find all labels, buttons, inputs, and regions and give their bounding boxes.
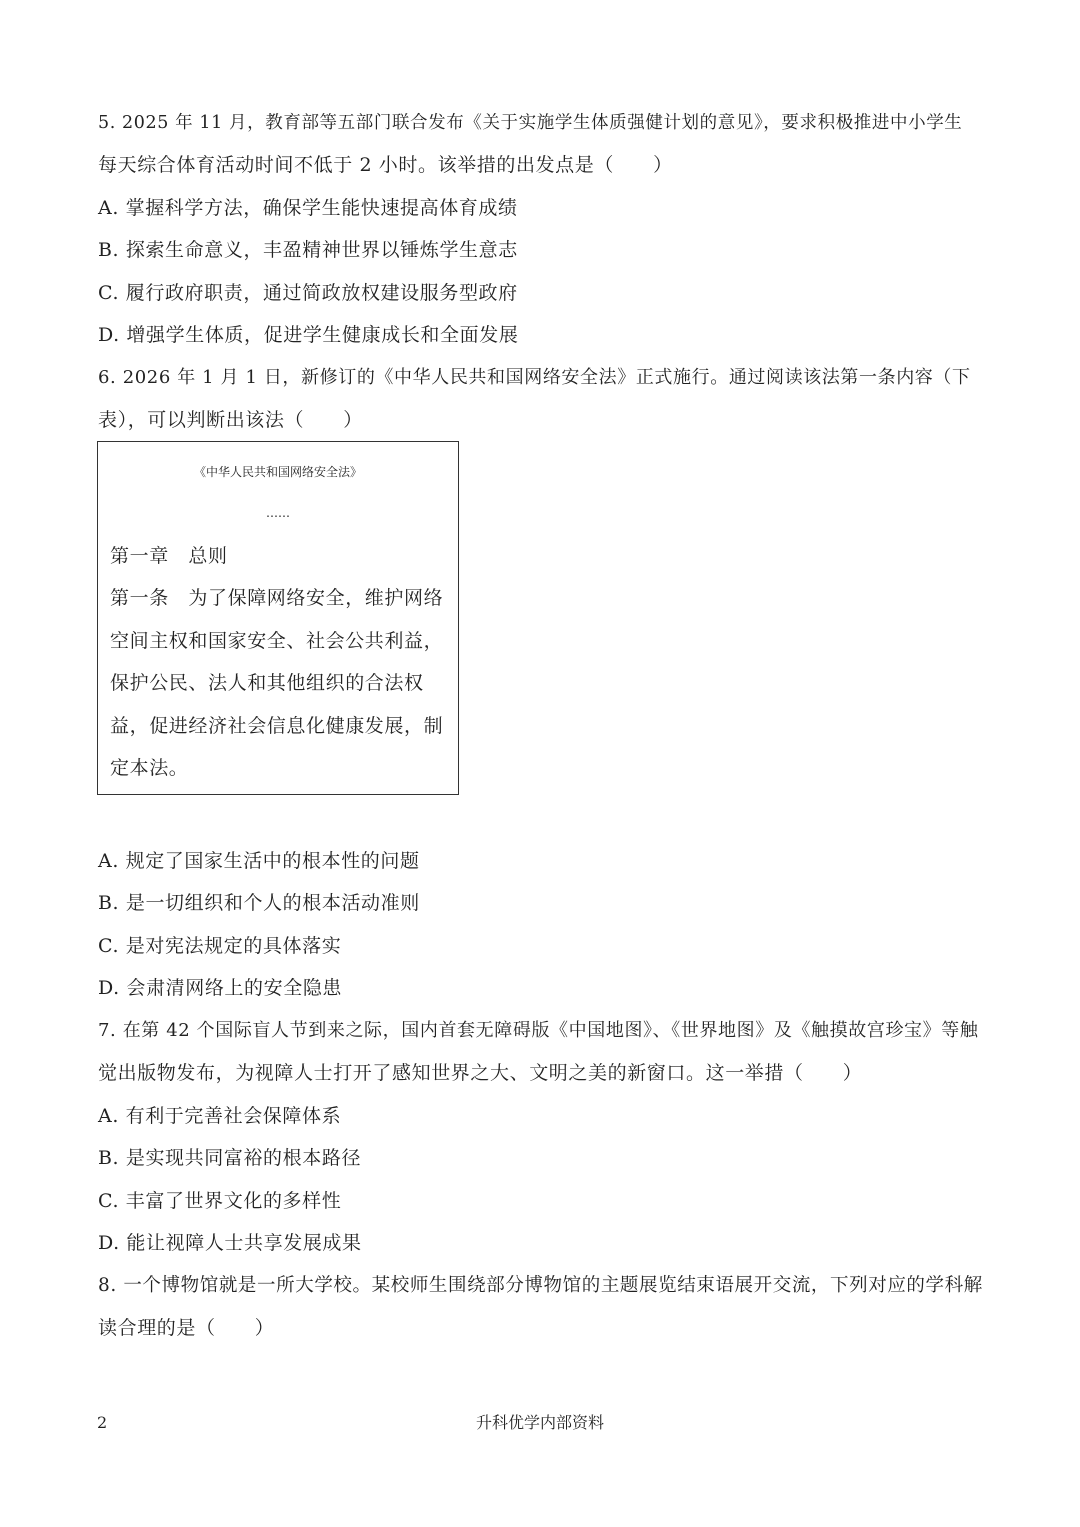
q6-stem-line-1: 6. 2026 年 1 月 1 日，新修订的《中华人民共和国网络安全法》正式施行。通过阅读该法第一条内容（下 bbox=[98, 367, 971, 388]
law-ellipsis: …… bbox=[266, 506, 290, 520]
law-article-line-3: 保护公民、法人和其他组织的合法权 bbox=[110, 672, 424, 694]
law-title: 《中华人民共和国网络安全法》 bbox=[193, 465, 362, 479]
q8-stem-line-1: 8. 一个博物馆就是一所大学校。某校师生围绕部分博物馆的主题展览结束语展开交流，下列对应的学科解 bbox=[98, 1275, 983, 1296]
q5-stem-line-1: 5. 2025 年 11 月，教育部等五部门联合发布《关于实施学生体质强健计划的意见》，要求积极推进中小学生 bbox=[98, 113, 963, 133]
q7-option-c: C. 丰富了世界文化的多样性 bbox=[98, 1190, 342, 1212]
q5-option-c: C. 履行政府职责，通过简政放权建设服务型政府 bbox=[98, 282, 518, 304]
page-number: 2 bbox=[97, 1413, 108, 1432]
q7-option-a: A. 有利于完善社会保障体系 bbox=[98, 1105, 342, 1127]
law-article-line-2: 空间主权和国家安全、社会公共利益， bbox=[110, 630, 444, 652]
q6-stem-line-2: 表），可以判断出该法（ ） bbox=[98, 409, 363, 431]
q6-option-a: A. 规定了国家生活中的根本性的问题 bbox=[98, 850, 420, 872]
q6-option-d: D. 会肃清网络上的安全隐患 bbox=[98, 977, 343, 999]
q7-option-d: D. 能让视障人士共享发展成果 bbox=[98, 1232, 362, 1254]
law-article-line-5: 定本法。 bbox=[110, 757, 189, 779]
q5-stem-line-2: 每天综合体育活动时间不低于 2 小时。该举措的出发点是（ ） bbox=[98, 154, 673, 176]
q7-stem-line-1: 7. 在第 42 个国际盲人节到来之际，国内首套无障碍版《中国地图》、《世界地图》及《触摸故宫珍宝》等触 bbox=[98, 1020, 979, 1041]
q8-stem-line-2: 读合理的是（ ） bbox=[98, 1317, 275, 1339]
q6-option-b: B. 是一切组织和个人的根本活动准则 bbox=[98, 892, 420, 914]
law-article-line-1: 第一条 为了保障网络安全，维护网络 bbox=[110, 587, 444, 609]
q5-option-b: B. 探索生命意义，丰盈精神世界以锤炼学生意志 bbox=[98, 239, 518, 261]
q7-stem-line-2: 觉出版物发布，为视障人士打开了感知世界之大、文明之美的新窗口。这一举措（ ） bbox=[98, 1062, 863, 1084]
q7-option-b: B. 是实现共同富裕的根本路径 bbox=[98, 1147, 362, 1169]
law-article-line-4: 益，促进经济社会信息化健康发展，制 bbox=[110, 715, 444, 737]
law-chapter: 第一章 总则 bbox=[110, 545, 228, 567]
q5-option-d: D. 增强学生体质，促进学生健康成长和全面发展 bbox=[98, 324, 519, 346]
footer-label: 升科优学内部资料 bbox=[475, 1413, 604, 1432]
q5-option-a: A. 掌握科学方法，确保学生能快速提高体育成绩 bbox=[98, 197, 518, 219]
q6-option-c: C. 是对宪法规定的具体落实 bbox=[98, 935, 342, 957]
law-excerpt-box bbox=[97, 441, 459, 795]
